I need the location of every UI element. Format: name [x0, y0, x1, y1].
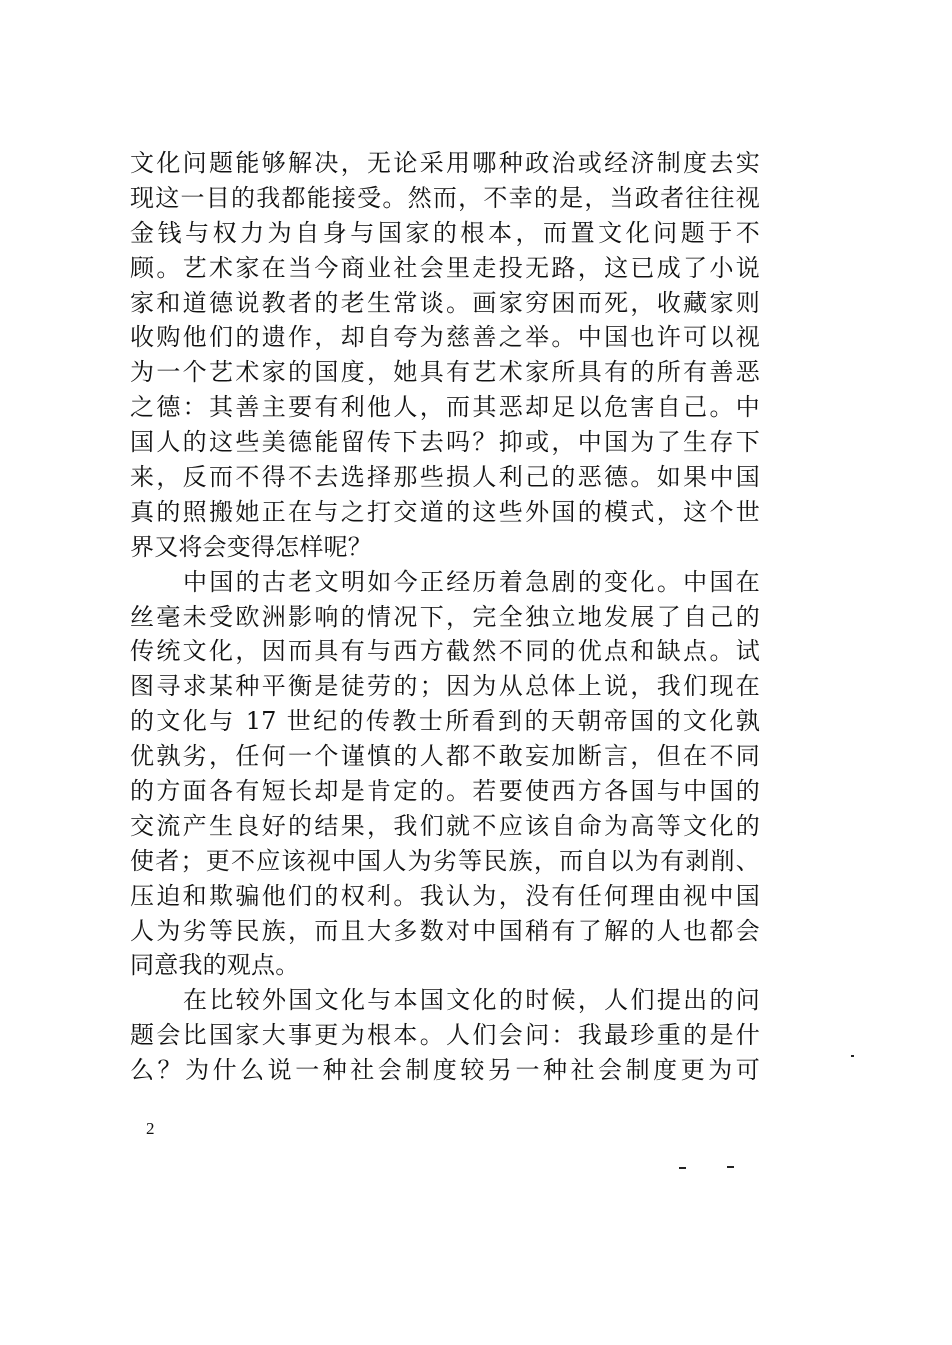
text-line: 丝毫未受欧洲影响的情况下，完全独立地发展了自己的 [130, 602, 760, 631]
text-line: 使者；更不应该视中国人为劣等民族，而自以为有剥削、 [130, 846, 760, 875]
text-line: 文化问题能够解决，无论采用哪种政治或经济制度去实 [130, 149, 760, 177]
text-line: 真的照搬她正在与之打交道的这些外国的模式，这个世 [130, 497, 760, 526]
text-line: 交流产生良好的结果，我们就不应该自命为高等文化的 [130, 811, 760, 840]
text-line: 同意我的观点。 [130, 951, 300, 980]
page-number: 2 [146, 1119, 155, 1138]
body-text [130, 146, 760, 1088]
text-line: 在比较外国文化与本国文化的时候，人们提出的问 [183, 986, 760, 1015]
scan-speck [727, 1166, 734, 1168]
text-line: 来，反而不得不去选择那些损人利己的恶德。如果中国 [130, 463, 760, 492]
scan-speck [851, 1055, 854, 1057]
text-line: 图寻求某种平衡是徒劳的；因为从总体上说，我们现在 [130, 672, 760, 701]
text-line: 中国的古老文明如今正经历着急剧的变化。中国在 [183, 567, 760, 596]
text-line: 题会比国家大事更为根本。人们会问：我最珍重的是什 [130, 1021, 760, 1050]
text-line: 人为劣等民族，而且大多数对中国稍有了解的人也都会 [130, 916, 760, 945]
text-line: 传统文化，因而具有与西方截然不同的优点和缺点。试 [130, 637, 760, 666]
text-line: 之德：其善主要有利他人，而其恶却足以危害自己。中 [130, 393, 760, 422]
text-line: 国人的这些美德能留传下去吗？抑或，中国为了生存下 [130, 428, 760, 457]
text-line: 顾。艺术家在当今商业社会里走投无路，这已成了小说 [130, 253, 760, 282]
text-line: 家和道德说教者的老生常谈。画家穷困而死，收藏家则 [130, 288, 760, 317]
text-line: 金钱与权力为自身与国家的根本，而置文化问题于不 [130, 218, 760, 247]
text-line: 压迫和欺骗他们的权利。我认为，没有任何理由视中国 [130, 881, 760, 910]
text-line: 现这一目的我都能接受。然而，不幸的是，当政者往往视 [130, 183, 760, 212]
text-line: 收购他们的遗作，却自夸为慈善之举。中国也许可以视 [130, 323, 760, 352]
text-line: 的文化与 17 世纪的传教士所看到的天朝帝国的文化孰 [130, 707, 760, 736]
text-line: 的方面各有短长却是肯定的。若要使西方各国与中国的 [130, 777, 760, 806]
text-line: 为一个艺术家的国度，她具有艺术家所具有的所有善恶 [130, 358, 760, 387]
text-line: 么？为什么说一种社会制度较另一种社会制度更为可 [130, 1056, 760, 1085]
scan-speck [679, 1167, 686, 1169]
text-line: 界又将会变得怎样呢？ [130, 532, 372, 561]
text-line: 优孰劣，任何一个谨慎的人都不敢妄加断言，但在不同 [130, 742, 760, 771]
